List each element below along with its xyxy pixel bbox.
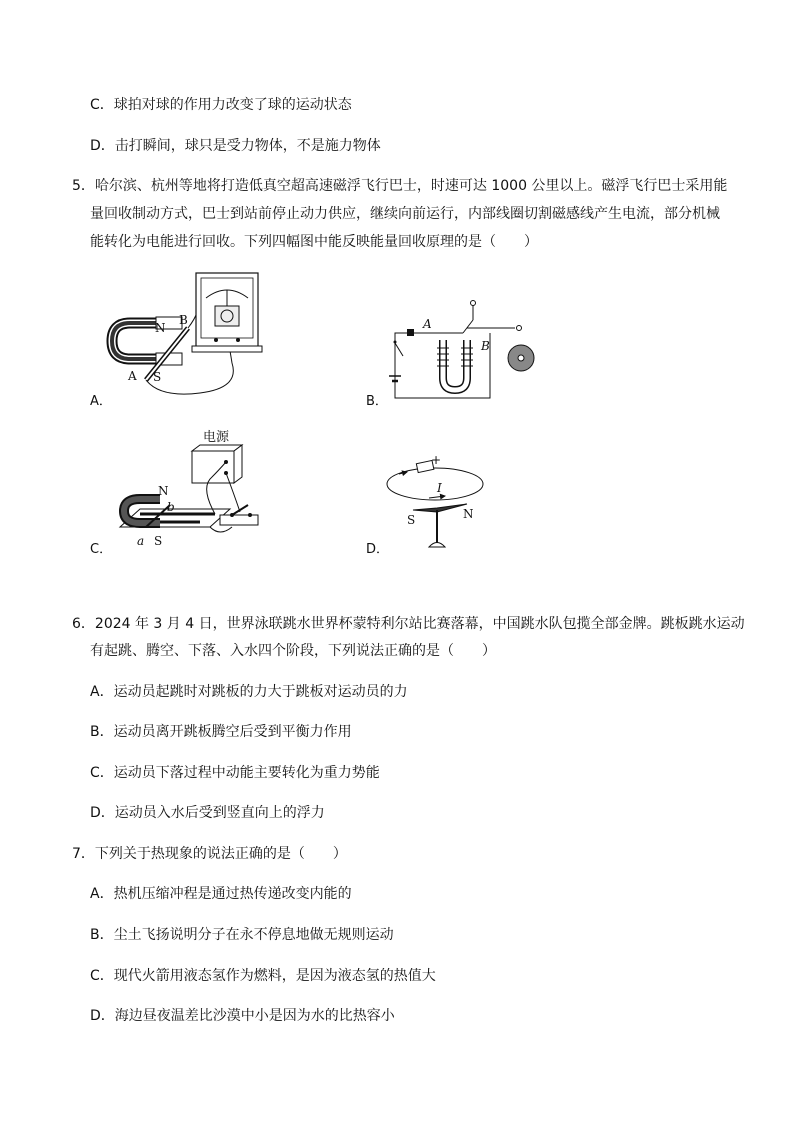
q4-option-d: D．击打瞬间，球只是受力物体，不是施力物体 [90,138,381,154]
q6-stem-line2: 有起跳、腾空、下落、入水四个阶段，下列说法正确的是（ ） [90,643,496,659]
q7-stem: 7．下列关于热现象的说法正确的是（ ） [72,846,347,862]
q6-option-a: A．运动员起跳时对跳板的力大于跳板对运动员的力 [90,684,408,700]
q6-option-c: C．运动员下落过程中动能主要转化为重力势能 [90,765,380,781]
figB-a-label: A [423,317,432,331]
figD-plus-label: + [431,453,442,467]
figA-a-label: A [128,369,137,383]
q6-option-d: D．运动员入水后受到竖直向上的浮力 [90,805,325,821]
figA-n-label: N [155,321,166,335]
figure-c-motor-principle [100,427,275,552]
figB-b-label: B [481,339,490,353]
q6-stem-line1: 6．2024 年 3 月 4 日，世界泳联跳水世界杯蒙特利尔站比赛落幕，中国跳水队包揽全部金牌。跳板跳水运动 [72,616,745,632]
figure-d-oersted-experiment [385,452,485,552]
figD-n-label: N [463,507,474,521]
figC-power-label: 电源 [203,430,230,445]
figD-s-label: S [407,513,416,527]
figC-b-label: b [167,500,175,514]
figure-a-label: A． [90,394,112,409]
q5-stem-line3: 能转化为电能进行回收。下列四幅图中能反映能量回收原理的是（ ） [90,234,538,250]
figure-c-label: C． [90,542,113,557]
q7-option-a: A．热机压缩冲程是通过热传递改变内能的 [90,886,352,902]
figC-a-label: a [137,534,145,548]
figC-n-label: N [158,484,169,498]
figure-b-relay-circuit [385,298,545,406]
figure-a-galvanometer-circuit [100,268,275,403]
figA-s-label: S [153,370,162,384]
q5-stem-line2: 量回收制动方式，巴士到站前停止动力供应，继续向前运行，内部线圈切割磁感线产生电流，部分机械 [90,206,720,222]
figA-b-label: B [179,313,188,327]
q4-option-c: C．球拍对球的作用力改变了球的运动状态 [90,97,352,113]
figure-b-label: B． [366,394,388,409]
figC-s-label: S [154,534,163,548]
q7-option-b: B．尘土飞扬说明分子在永不停息地做无规则运动 [90,927,394,943]
q5-stem-line1: 5．哈尔滨、杭州等地将打造低真空超高速磁浮飞行巴士，时速可达 1000 公里以上。磁浮飞行巴士采用能 [72,178,728,194]
q7-option-d: D．海边昼夜温差比沙漠中小是因为水的比热容小 [90,1008,395,1024]
q6-option-b: B．运动员离开跳板腾空后受到平衡力作用 [90,724,352,740]
figD-i-label: I [437,481,442,495]
q7-option-c: C．现代火箭用液态氢作为燃料，是因为液态氢的热值大 [90,968,436,984]
figure-d-label: D． [366,542,390,557]
